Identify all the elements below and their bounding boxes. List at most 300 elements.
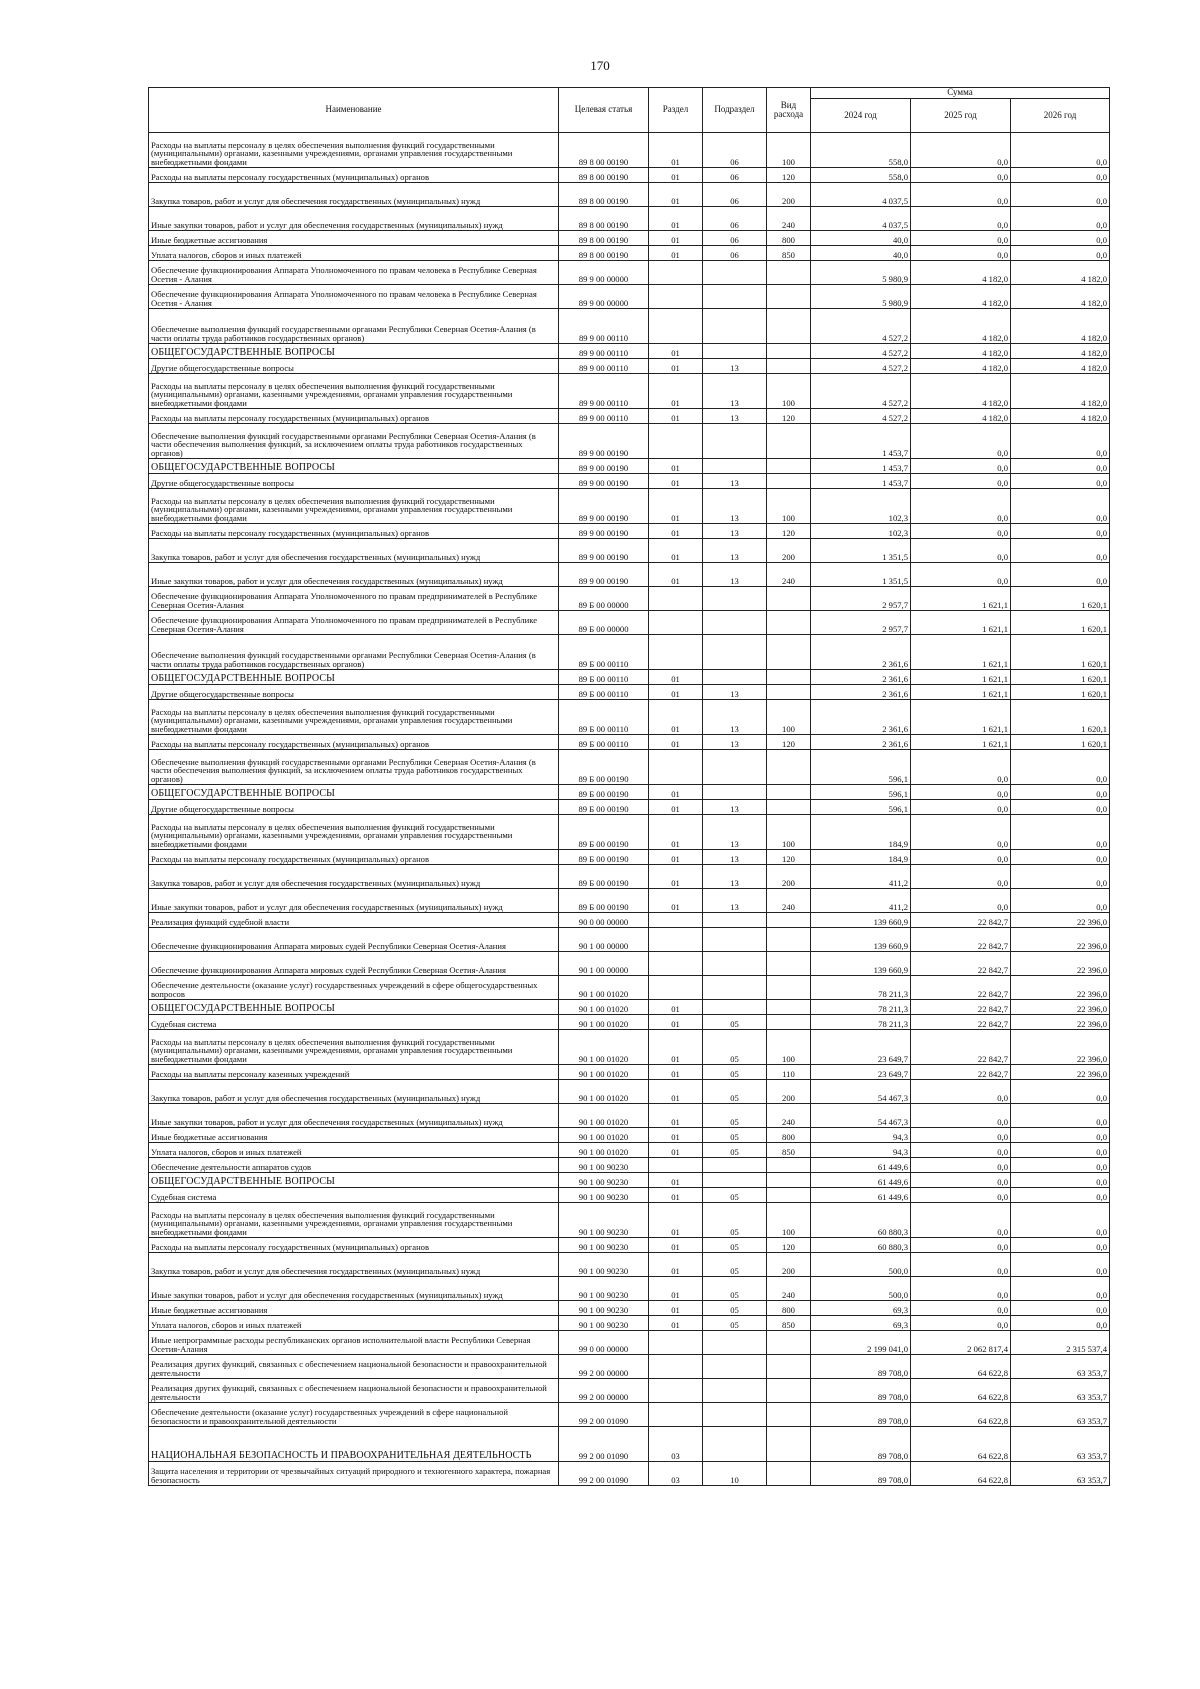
row-value-2025: 0,0 [911, 1203, 1011, 1238]
row-section: 01 [649, 1238, 703, 1253]
row-value-2024: 596,1 [811, 800, 911, 815]
row-target: 89 9 00 00190 [559, 563, 649, 587]
row-value-2026: 4 182,0 [1011, 409, 1110, 424]
row-value-2026: 22 396,0 [1011, 952, 1110, 976]
row-target: 89 Б 00 00190 [559, 800, 649, 815]
row-exp-type: 240 [767, 1277, 811, 1301]
row-section [649, 1403, 703, 1427]
row-subsection [703, 309, 767, 344]
row-section [649, 1355, 703, 1379]
table-row [149, 133, 1110, 168]
row-subsection [703, 459, 767, 474]
row-value-2026: 0,0 [1011, 865, 1110, 889]
row-target: 90 1 00 90230 [559, 1301, 649, 1316]
row-subsection: 13 [703, 539, 767, 563]
row-name: Судебная система [149, 1188, 559, 1203]
row-exp-type: 200 [767, 539, 811, 563]
row-exp-type [767, 1188, 811, 1203]
row-subsection: 06 [703, 133, 767, 168]
row-exp-type [767, 611, 811, 635]
row-value-2026: 0,0 [1011, 785, 1110, 800]
row-name: Другие общегосударственные вопросы [149, 685, 559, 700]
row-target: 89 Б 00 00000 [559, 611, 649, 635]
row-name: Реализация других функций, связанных с обеспечением национальной безопасности и правоохранительной деятельности [149, 1355, 559, 1379]
row-section [649, 261, 703, 285]
row-target: 99 2 00 01090 [559, 1427, 649, 1462]
row-target: 89 8 00 00190 [559, 133, 649, 168]
row-target: 90 1 00 01020 [559, 1030, 649, 1065]
row-exp-type [767, 1403, 811, 1427]
table-row [149, 374, 1110, 409]
row-name: Обеспечение выполнения функций государственными органами Республики Северная Осетия-Алания (в части обеспечения выполнения функций, за исключением оплаты труда работников государственных органов) [149, 424, 559, 459]
row-section: 01 [649, 1316, 703, 1331]
row-name: Иные закупки товаров, работ и услуг для обеспечения государственных (муниципальных) нужд [149, 889, 559, 913]
row-target: 89 9 00 00110 [559, 374, 649, 409]
row-name: Расходы на выплаты персоналу государственных (муниципальных) органов [149, 409, 559, 424]
row-section: 01 [649, 539, 703, 563]
row-value-2026: 4 182,0 [1011, 261, 1110, 285]
row-exp-type: 110 [767, 1065, 811, 1080]
row-subsection: 05 [703, 1301, 767, 1316]
row-target: 89 9 00 00190 [559, 524, 649, 539]
budget-table [148, 87, 1110, 1486]
row-exp-type [767, 1331, 811, 1355]
table-body [149, 133, 1110, 1486]
table-row [149, 800, 1110, 815]
row-section: 01 [649, 409, 703, 424]
row-value-2024: 411,2 [811, 889, 911, 913]
row-name: Иные закупки товаров, работ и услуг для обеспечения государственных (муниципальных) нужд [149, 207, 559, 231]
row-subsection: 05 [703, 1143, 767, 1158]
row-exp-type [767, 976, 811, 1000]
row-value-2026: 22 396,0 [1011, 1065, 1110, 1080]
row-value-2025: 0,0 [911, 489, 1011, 524]
row-subsection [703, 1000, 767, 1015]
row-value-2025: 1 621,1 [911, 670, 1011, 685]
row-name: Расходы на выплаты персоналу в целях обеспечения выполнения функций государственными (муниципальными) органами, казенными учреждениями, органами управления государственными внебюджетными фондами [149, 815, 559, 850]
row-section: 01 [649, 1277, 703, 1301]
table-row [149, 735, 1110, 750]
row-subsection: 13 [703, 735, 767, 750]
header-name: Наименование [149, 88, 559, 133]
row-value-2025: 0,0 [911, 1316, 1011, 1331]
row-value-2025: 22 842,7 [911, 976, 1011, 1000]
row-target: 99 2 00 01090 [559, 1403, 649, 1427]
row-value-2026: 63 353,7 [1011, 1427, 1110, 1462]
row-value-2026: 22 396,0 [1011, 913, 1110, 928]
row-value-2025: 0,0 [911, 168, 1011, 183]
row-subsection: 05 [703, 1316, 767, 1331]
row-target: 90 0 00 00000 [559, 913, 649, 928]
row-exp-type: 800 [767, 231, 811, 246]
row-exp-type: 120 [767, 735, 811, 750]
row-name: Уплата налогов, сборов и иных платежей [149, 246, 559, 261]
row-name: Обеспечение деятельности (оказание услуг) государственных учреждений в сфере национальной безопасности и правоохранительной деятельности [149, 1403, 559, 1427]
row-name: Реализация других функций, связанных с обеспечением национальной безопасности и правоохранительной деятельности [149, 1379, 559, 1403]
table-row [149, 1355, 1110, 1379]
row-section: 01 [649, 344, 703, 359]
row-value-2025: 1 621,1 [911, 635, 1011, 670]
row-exp-type [767, 309, 811, 344]
row-target: 90 1 00 90230 [559, 1238, 649, 1253]
row-target: 89 Б 00 00000 [559, 587, 649, 611]
row-value-2026: 63 353,7 [1011, 1355, 1110, 1379]
row-value-2024: 94,3 [811, 1128, 911, 1143]
row-subsection: 05 [703, 1188, 767, 1203]
row-target: 89 9 00 00110 [559, 409, 649, 424]
row-exp-type: 200 [767, 1080, 811, 1104]
row-value-2026: 22 396,0 [1011, 1030, 1110, 1065]
row-exp-type [767, 1000, 811, 1015]
row-exp-type [767, 670, 811, 685]
row-subsection [703, 1173, 767, 1188]
row-exp-type [767, 261, 811, 285]
row-target: 89 Б 00 00190 [559, 750, 649, 785]
table-row [149, 1000, 1110, 1015]
row-name: Расходы на выплаты персоналу государственных (муниципальных) органов [149, 524, 559, 539]
row-section: 01 [649, 133, 703, 168]
table-row [149, 1238, 1110, 1253]
row-value-2024: 78 211,3 [811, 1000, 911, 1015]
table-row [149, 1403, 1110, 1427]
table-row [149, 359, 1110, 374]
table-row [149, 246, 1110, 261]
row-subsection [703, 1331, 767, 1355]
row-section [649, 1158, 703, 1173]
header-section: Раздел [649, 88, 703, 133]
row-value-2025: 4 182,0 [911, 409, 1011, 424]
row-target: 90 1 00 90230 [559, 1158, 649, 1173]
table-row [149, 168, 1110, 183]
row-exp-type: 240 [767, 1104, 811, 1128]
table-row [149, 1128, 1110, 1143]
row-target: 90 1 00 01020 [559, 1080, 649, 1104]
row-exp-type [767, 785, 811, 800]
row-value-2024: 89 708,0 [811, 1462, 911, 1486]
row-subsection: 06 [703, 168, 767, 183]
row-target: 89 Б 00 00190 [559, 815, 649, 850]
row-value-2025: 0,0 [911, 1253, 1011, 1277]
row-section: 01 [649, 374, 703, 409]
row-value-2025: 22 842,7 [911, 928, 1011, 952]
header-sum: Сумма [811, 88, 1110, 99]
row-target: 89 9 00 00190 [559, 489, 649, 524]
row-section: 01 [649, 1080, 703, 1104]
row-exp-type: 850 [767, 1143, 811, 1158]
table-row [149, 563, 1110, 587]
row-value-2025: 0,0 [911, 785, 1011, 800]
row-exp-type: 200 [767, 1253, 811, 1277]
row-value-2024: 558,0 [811, 133, 911, 168]
row-value-2025: 22 842,7 [911, 952, 1011, 976]
row-target: 89 Б 00 00110 [559, 700, 649, 735]
row-subsection: 13 [703, 800, 767, 815]
row-value-2025: 0,0 [911, 183, 1011, 207]
row-value-2024: 78 211,3 [811, 976, 911, 1000]
row-value-2025: 0,0 [911, 1277, 1011, 1301]
row-exp-type: 120 [767, 409, 811, 424]
row-value-2025: 4 182,0 [911, 261, 1011, 285]
row-value-2025: 0,0 [911, 1128, 1011, 1143]
row-value-2025: 0,0 [911, 1173, 1011, 1188]
row-section: 01 [649, 563, 703, 587]
row-subsection [703, 928, 767, 952]
table-row [149, 261, 1110, 285]
row-value-2024: 1 351,5 [811, 539, 911, 563]
row-value-2026: 0,0 [1011, 168, 1110, 183]
row-target: 89 9 00 00110 [559, 309, 649, 344]
row-section: 01 [649, 459, 703, 474]
row-exp-type [767, 344, 811, 359]
row-value-2024: 558,0 [811, 168, 911, 183]
row-section: 01 [649, 246, 703, 261]
row-value-2024: 1 351,5 [811, 563, 911, 587]
table-row [149, 285, 1110, 309]
row-value-2024: 4 527,2 [811, 309, 911, 344]
table-row [149, 409, 1110, 424]
row-name: Расходы на выплаты персоналу в целях обеспечения выполнения функций государственными (муниципальными) органами, казенными учреждениями, органами управления государственными внебюджетными фондами [149, 700, 559, 735]
row-value-2024: 4 527,2 [811, 374, 911, 409]
row-name: Расходы на выплаты персоналу казенных учреждений [149, 1065, 559, 1080]
row-value-2024: 60 880,3 [811, 1203, 911, 1238]
row-value-2024: 61 449,6 [811, 1158, 911, 1173]
row-value-2025: 22 842,7 [911, 1015, 1011, 1030]
header-subsection: Подраздел [703, 88, 767, 133]
row-value-2025: 0,0 [911, 1143, 1011, 1158]
row-target: 90 1 00 90230 [559, 1316, 649, 1331]
row-value-2026: 4 182,0 [1011, 309, 1110, 344]
row-target: 89 9 00 00190 [559, 424, 649, 459]
row-subsection: 13 [703, 850, 767, 865]
row-exp-type [767, 1462, 811, 1486]
row-value-2026: 0,0 [1011, 1173, 1110, 1188]
row-value-2025: 4 182,0 [911, 344, 1011, 359]
row-exp-type [767, 1427, 811, 1462]
row-target: 90 1 00 90230 [559, 1173, 649, 1188]
row-subsection: 13 [703, 474, 767, 489]
row-value-2024: 2 199 041,0 [811, 1331, 911, 1355]
row-value-2026: 4 182,0 [1011, 359, 1110, 374]
row-name: Иные бюджетные ассигнования [149, 231, 559, 246]
row-target: 90 1 00 01020 [559, 1000, 649, 1015]
row-section: 01 [649, 524, 703, 539]
row-section [649, 928, 703, 952]
row-subsection: 06 [703, 183, 767, 207]
row-name: Обеспечение выполнения функций государственными органами Республики Северная Осетия-Алания (в части обеспечения выполнения функций, за исключением оплаты труда работников государственных органов) [149, 750, 559, 785]
row-section: 01 [649, 785, 703, 800]
row-value-2024: 2 361,6 [811, 735, 911, 750]
row-section: 01 [649, 1173, 703, 1188]
row-value-2024: 23 649,7 [811, 1065, 911, 1080]
row-section: 01 [649, 1104, 703, 1128]
row-value-2026: 0,0 [1011, 1128, 1110, 1143]
row-value-2025: 22 842,7 [911, 913, 1011, 928]
row-section [649, 635, 703, 670]
row-name: Закупка товаров, работ и услуг для обеспечения государственных (муниципальных) нужд [149, 183, 559, 207]
table-row [149, 1301, 1110, 1316]
row-value-2026: 0,0 [1011, 133, 1110, 168]
row-exp-type [767, 1173, 811, 1188]
row-value-2024: 23 649,7 [811, 1030, 911, 1065]
row-target: 99 2 00 00000 [559, 1355, 649, 1379]
row-section: 01 [649, 207, 703, 231]
row-value-2024: 60 880,3 [811, 1238, 911, 1253]
row-exp-type [767, 1158, 811, 1173]
row-value-2025: 0,0 [911, 1158, 1011, 1173]
table-row [149, 424, 1110, 459]
row-value-2026: 4 182,0 [1011, 285, 1110, 309]
table-row [149, 850, 1110, 865]
row-subsection: 13 [703, 563, 767, 587]
row-exp-type [767, 1379, 811, 1403]
row-subsection [703, 1379, 767, 1403]
row-subsection: 13 [703, 359, 767, 374]
table-row [149, 1316, 1110, 1331]
row-section: 01 [649, 168, 703, 183]
row-value-2026: 0,0 [1011, 183, 1110, 207]
row-target: 90 1 00 00000 [559, 952, 649, 976]
row-target: 90 1 00 01020 [559, 1128, 649, 1143]
row-exp-type: 800 [767, 1301, 811, 1316]
row-subsection: 13 [703, 489, 767, 524]
row-value-2026: 0,0 [1011, 750, 1110, 785]
row-subsection: 06 [703, 207, 767, 231]
header-year-2025: 2025 год [911, 99, 1011, 133]
row-value-2024: 139 660,9 [811, 928, 911, 952]
table-row [149, 344, 1110, 359]
row-section: 01 [649, 231, 703, 246]
row-value-2025: 64 622,8 [911, 1379, 1011, 1403]
row-value-2024: 4 527,2 [811, 359, 911, 374]
row-target: 89 Б 00 00110 [559, 735, 649, 750]
row-subsection [703, 285, 767, 309]
row-target: 89 9 00 00000 [559, 285, 649, 309]
row-subsection [703, 635, 767, 670]
row-name: Иные закупки товаров, работ и услуг для обеспечения государственных (муниципальных) нужд [149, 563, 559, 587]
row-value-2025: 0,0 [911, 474, 1011, 489]
table-row [149, 1080, 1110, 1104]
table-row [149, 587, 1110, 611]
row-target: 90 1 00 01020 [559, 1104, 649, 1128]
row-value-2024: 89 708,0 [811, 1379, 911, 1403]
row-value-2026: 0,0 [1011, 815, 1110, 850]
row-section: 01 [649, 1301, 703, 1316]
row-section: 01 [649, 1030, 703, 1065]
row-value-2024: 2 361,6 [811, 700, 911, 735]
table-row [149, 1462, 1110, 1486]
table-row [149, 231, 1110, 246]
row-name: ОБЩЕГОСУДАРСТВЕННЫЕ ВОПРОСЫ [149, 1000, 559, 1015]
row-value-2024: 184,9 [811, 815, 911, 850]
row-exp-type [767, 1355, 811, 1379]
row-value-2024: 102,3 [811, 524, 911, 539]
row-value-2024: 1 453,7 [811, 474, 911, 489]
row-exp-type [767, 285, 811, 309]
row-value-2025: 64 622,8 [911, 1462, 1011, 1486]
row-exp-type [767, 952, 811, 976]
row-name: Закупка товаров, работ и услуг для обеспечения государственных (муниципальных) нужд [149, 539, 559, 563]
row-name: Обеспечение функционирования Аппарата мировых судей Республики Северная Осетия-Алания [149, 952, 559, 976]
row-value-2024: 69,3 [811, 1316, 911, 1331]
row-value-2025: 0,0 [911, 133, 1011, 168]
row-value-2026: 1 620,1 [1011, 685, 1110, 700]
row-value-2024: 139 660,9 [811, 913, 911, 928]
table-row [149, 1188, 1110, 1203]
row-value-2024: 1 453,7 [811, 424, 911, 459]
table-row [149, 1104, 1110, 1128]
row-name: Закупка товаров, работ и услуг для обеспечения государственных (муниципальных) нужд [149, 1253, 559, 1277]
row-name: Иные непрограммные расходы республиканских органов исполнительной власти Республики Северная Осетия-Алания [149, 1331, 559, 1355]
row-value-2026: 0,0 [1011, 1277, 1110, 1301]
row-subsection: 06 [703, 231, 767, 246]
row-name: Другие общегосударственные вопросы [149, 800, 559, 815]
row-value-2024: 4 037,5 [811, 183, 911, 207]
table-row [149, 913, 1110, 928]
row-name: ОБЩЕГОСУДАРСТВЕННЫЕ ВОПРОСЫ [149, 670, 559, 685]
row-exp-type: 800 [767, 1128, 811, 1143]
row-value-2026: 0,0 [1011, 800, 1110, 815]
row-target: 89 Б 00 00110 [559, 670, 649, 685]
row-section: 01 [649, 670, 703, 685]
table-row [149, 1065, 1110, 1080]
row-section: 01 [649, 1253, 703, 1277]
row-value-2025: 0,0 [911, 246, 1011, 261]
header-year-2026: 2026 год [1011, 99, 1110, 133]
table-row [149, 611, 1110, 635]
row-subsection [703, 344, 767, 359]
row-target: 89 8 00 00190 [559, 231, 649, 246]
row-name: НАЦИОНАЛЬНАЯ БЕЗОПАСНОСТЬ И ПРАВООХРАНИТЕЛЬНАЯ ДЕЯТЕЛЬНОСТЬ [149, 1427, 559, 1462]
table-row [149, 474, 1110, 489]
row-value-2026: 22 396,0 [1011, 976, 1110, 1000]
row-subsection [703, 261, 767, 285]
row-target: 99 2 00 00000 [559, 1379, 649, 1403]
row-value-2024: 94,3 [811, 1143, 911, 1158]
row-section: 01 [649, 700, 703, 735]
row-value-2024: 89 708,0 [811, 1427, 911, 1462]
row-exp-type [767, 913, 811, 928]
row-name: Уплата налогов, сборов и иных платежей [149, 1143, 559, 1158]
header-year-2024: 2024 год [811, 99, 911, 133]
row-section: 01 [649, 850, 703, 865]
row-value-2026: 4 182,0 [1011, 344, 1110, 359]
row-value-2024: 2 361,6 [811, 635, 911, 670]
row-exp-type: 100 [767, 700, 811, 735]
row-name: ОБЩЕГОСУДАРСТВЕННЫЕ ВОПРОСЫ [149, 344, 559, 359]
row-section: 01 [649, 183, 703, 207]
row-value-2025: 64 622,8 [911, 1403, 1011, 1427]
row-target: 89 9 00 00110 [559, 359, 649, 374]
row-subsection: 05 [703, 1030, 767, 1065]
row-value-2025: 0,0 [911, 1301, 1011, 1316]
row-exp-type [767, 1015, 811, 1030]
row-section [649, 976, 703, 1000]
row-subsection [703, 913, 767, 928]
row-value-2025: 0,0 [911, 1080, 1011, 1104]
row-subsection: 05 [703, 1253, 767, 1277]
row-value-2024: 102,3 [811, 489, 911, 524]
row-name: Закупка товаров, работ и услуг для обеспечения государственных (муниципальных) нужд [149, 865, 559, 889]
row-value-2024: 69,3 [811, 1301, 911, 1316]
row-subsection: 05 [703, 1104, 767, 1128]
table-row [149, 1030, 1110, 1065]
row-subsection: 05 [703, 1015, 767, 1030]
row-value-2024: 184,9 [811, 850, 911, 865]
table-row [149, 1277, 1110, 1301]
row-target: 89 8 00 00190 [559, 207, 649, 231]
row-value-2025: 4 182,0 [911, 285, 1011, 309]
row-name: Другие общегосударственные вопросы [149, 474, 559, 489]
